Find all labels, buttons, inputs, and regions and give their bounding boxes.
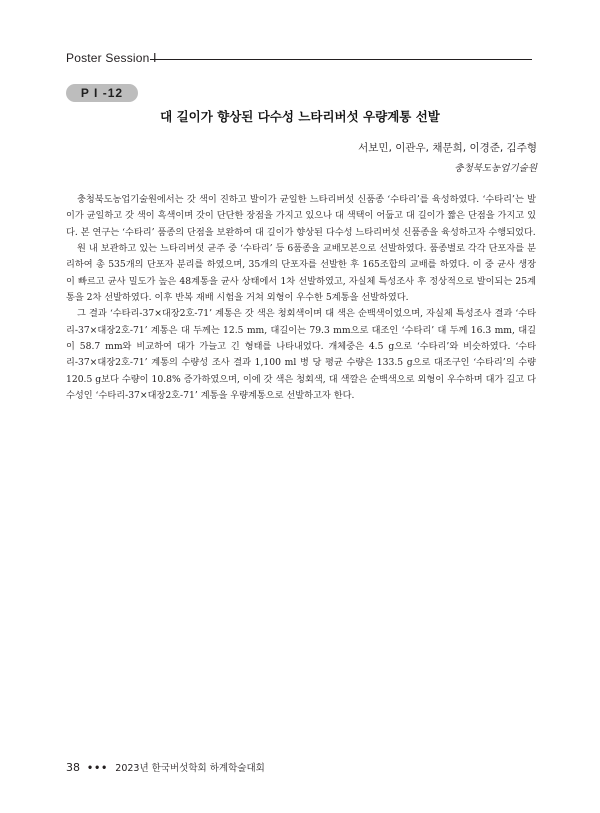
paper-title: 대 길이가 향상된 다수성 느타리버섯 우량계통 선발 bbox=[160, 109, 440, 124]
affiliation: 충청북도농업기술원 bbox=[454, 163, 537, 174]
abstract-paragraph: 그 결과 ‘수타리-37×대장2호-71’ 계통은 갓 색은 청회색이며 대 색은 순백색이었으며, 자실체 특성조사 결과 ‘수타리-37×대장2호-71’ 계통은 대 두께는 12.5 mm, 대길이는 79.3 mm으로 대조인 ‘수타리’ 대 두께 16.3 mm, 대길이 58.7 mm와 비교하여 대가 가늘고 긴 형태를 나타내었다. 개체중은 4.5 g으로 ‘수타리’와 비슷하였다. ‘수타리-37×대장2호-71’ 계통의 수량성 조사 결과 1,100 ml 병 당 평균 수량은 133.5 g으로 대조구인 ‘수타리’의 수량 120.5 g보다 수량이 10.8% 증가하였으며, 이에 갓 색은 청회색, 대 색깔은 순백색으로 외형이 우수하며 대가 길고 다수성인 ‘수타리-37×대장2호-71’ 계통을 우량계통으로 선발하고자 한다. bbox=[66, 308, 539, 402]
abstract-paragraph: 원 내 보관하고 있는 느타리버섯 균주 중 ‘수타리’ 등 6품종을 교배모본으로 선발하였다. 품종별로 각각 단포자를 분리하여 총 535개의 단포자 분리를 하였으며, 35개의 단포자를 선발한 후 165조합의 교배를 하였다. 이 중 균사 생장이 빠르고 균사 밀도가 높은 48계통을 균사 상태에서 1차 선발하였고, 자실체 특성조사 후 정상적으로 발이되는 25계통을 2차 선발하였다. 이후 반복 재배 시험을 거쳐 외형이 우수한 5계통을 선발하였다. bbox=[66, 243, 536, 304]
authors: 서보민, 이관우, 채문희, 이경준, 김주형 bbox=[358, 142, 537, 154]
header-divider bbox=[150, 59, 532, 60]
conference-name: 2023년 한국버섯학회 하계학술대회 bbox=[115, 763, 265, 774]
footer-separator: ••• bbox=[87, 763, 109, 774]
poster-code-badge: P I -12 bbox=[66, 84, 138, 102]
page-number: 38 bbox=[66, 761, 80, 774]
abstract-paragraph: 충청북도농업기술원에서는 갓 색이 진하고 발이가 균일한 느타리버섯 신품종 ‘수타리’를 육성하였다. ‘수타리’는 발이가 균일하고 갓 색이 흑색이며 갓이 단단한 장점을 가지고 있으나 대 색택이 어둡고 대 길이가 짧은 단점을 가지고 있다. 본 연구는 ‘수타리’ 품종의 단점을 보완하여 대 길이가 향상된 다수성 느타리버섯 신품종을 육성하고자 수행되었다. bbox=[66, 194, 536, 238]
page-footer bbox=[66, 760, 265, 774]
section-label: Poster Session Ⅰ bbox=[66, 51, 157, 65]
abstract-body bbox=[66, 192, 539, 404]
